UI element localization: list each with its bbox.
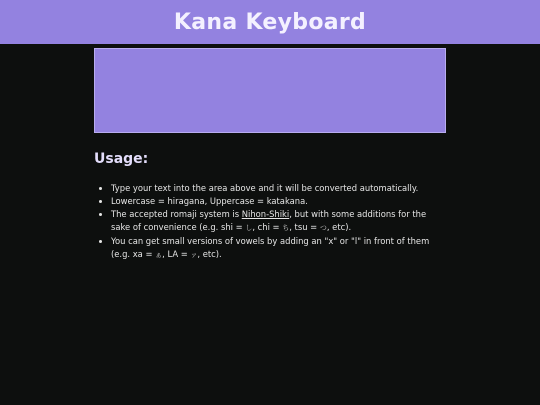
usage-item-text: Lowercase = hiragana, Uppercase = katakana.: [111, 196, 308, 207]
usage-item-text: , etc).: [197, 248, 222, 259]
kana-example: ち: [282, 223, 290, 232]
usage-item-text: , LA =: [162, 248, 191, 259]
kana-example: ぁ: [155, 250, 163, 259]
usage-item-romaji-system: [111, 208, 446, 234]
kana-input-textarea[interactable]: [94, 48, 446, 133]
page-title: Kana Keyboard: [173, 9, 367, 35]
usage-item-text: Type your text into the area above and it will be converted automatically.: [111, 183, 419, 193]
page-header: [0, 0, 540, 44]
usage-item-auto-convert: [111, 182, 446, 195]
nihon-shiki-link[interactable]: Nihon-Shiki: [241, 209, 290, 220]
usage-item-case: [111, 195, 446, 208]
usage-item-text: , but with some additions for the sake of convenience (e.g. shi =: [111, 209, 427, 232]
kana-example: し: [245, 223, 253, 232]
usage-item-small-vowels: [111, 235, 446, 261]
kana-example: つ: [319, 223, 327, 232]
usage-item-text: , etc).: [326, 221, 352, 232]
usage-item-text: , tsu =: [289, 221, 320, 232]
usage-item-text: You can get small versions of vowels by adding an "x" or "l" in front of them (e.g. xa =: [111, 236, 430, 259]
usage-heading: Usage:: [94, 151, 149, 167]
usage-item-text: , chi =: [252, 221, 283, 232]
kana-example: ァ: [190, 250, 198, 259]
usage-list: [94, 182, 446, 261]
usage-item-text: The accepted romaji system is: [111, 209, 242, 220]
main-content: [94, 44, 446, 261]
